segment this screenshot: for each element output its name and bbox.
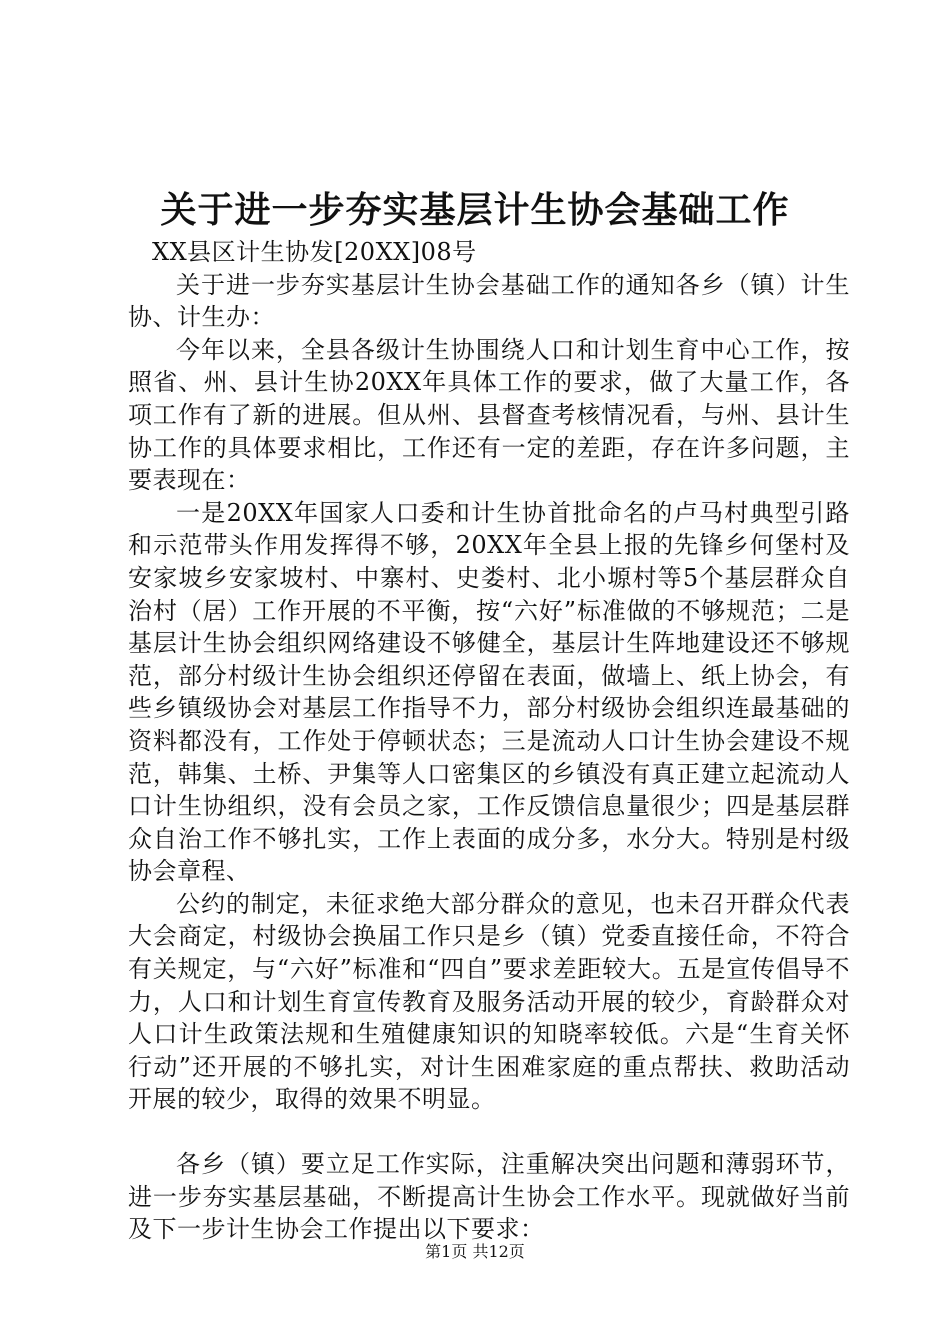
document-title: 关于进一步夯实基层计生协会基础工作: [160, 189, 790, 231]
paragraph-notice-heading: 关于进一步夯实基层计生协会基础工作的通知各乡（镇）计生协、计生办：: [128, 270, 850, 332]
document-number: XX县区计生协发[20XX]08号: [152, 238, 477, 266]
paragraph-problems-continued: 公约的制定，未征求绝大部分群众的意见，也未召开群众代表大会商定，村级协会换届工作只是乡（镇）党委直接任命，不符合有关规定，与“六好”标准和“四自”要求差距较大。五是宣传倡导不力，人口和计划生育宣传教育及服务活动开展的较少，育龄群众对人口计生政策法规和生殖健康知识的知晓率较低。六是“生育关怀行动”还开展的不够扎实，对计生困难家庭的重点帮扶、救助活动开展的较少，取得的效果不明显。: [128, 889, 850, 1114]
paragraph-intro: 今年以来，全县各级计生协围绕人口和计划生育中心工作，按照省、州、县计生协20XX年具体工作的要求，做了大量工作，各项工作有了新的进展。但从州、县督查考核情况看，与州、县计生协工作的具体要求相比，工作还有一定的差距，存在许多问题，主要表现在：: [128, 335, 850, 495]
paragraph-requirements: 各乡（镇）要立足工作实际，注重解决突出问题和薄弱环节，进一步夯实基层基础，不断提高计生协会工作水平。现就做好当前及下一步计生协会工作提出以下要求：: [128, 1150, 850, 1244]
document-body: [128, 236, 850, 1246]
paragraph-problems: 一是20XX年国家人口委和计生协首批命名的卢马村典型引路和示范带头作用发挥得不够，20XX年全县上报的先锋乡何堡村及安家坡乡安家坡村、中寨村、史娄村、北小塬村等5个基层群众自治村（居）工作开展的不平衡，按“六好”标准做的不够规范；二是基层计生协会组织网络建设不够健全，基层计生阵地建设还不够规范，部分村级计生协会组织还停留在表面，做墙上、纸上协会，有些乡镇级协会对基层工作指导不力，部分村级协会组织连最基础的资料都没有，工作处于停顿状态；三是流动人口计生协会建设不规范，韩集、土桥、尹集等人口密集区的乡镇没有真正建立起流动人口计生协组织，没有会员之家，工作反馈信息量很少；四是基层群众自治工作不够扎实，工作上表面的成分多，水分大。特别是村级协会章程、: [128, 498, 850, 886]
page-number-footer: 第1页 共12页: [425, 1242, 525, 1261]
